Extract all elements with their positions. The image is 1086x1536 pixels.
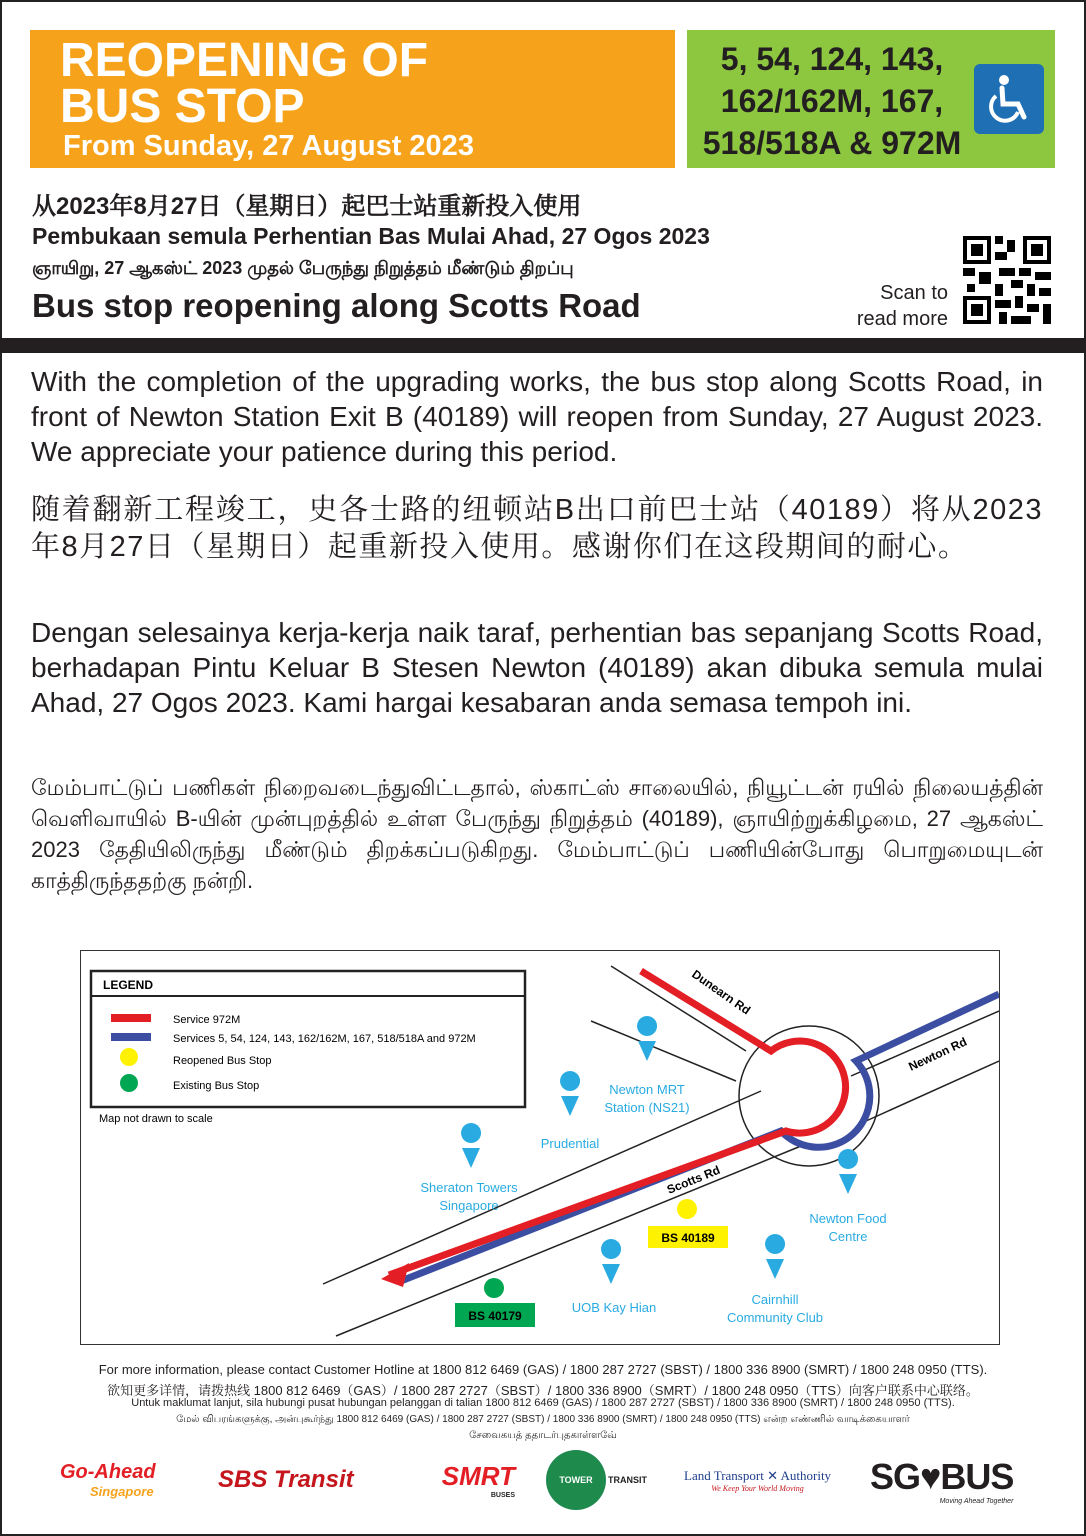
sbs-transit-logo: SBS Transit bbox=[218, 1466, 354, 1493]
sgbus-tagline: Moving Ahead Together bbox=[939, 1497, 1014, 1505]
body-chinese: 随着翻新工程竣工，史各士路的纽顿站B出口前巴士站（40189）将从2023年8月27日（星期日）起重新投入使用。感谢你们在这段期间的耐心。 bbox=[31, 494, 1043, 563]
goahead-logo bbox=[60, 1450, 156, 1510]
place-cairnhill-2: Community Club bbox=[726, 1310, 824, 1325]
subtitle-chinese: 从2023年8月27日（星期日）起巴士站重新投入使用 bbox=[32, 193, 582, 220]
existing-stop-marker bbox=[484, 1278, 504, 1298]
sgbus-text: SG♥BUS bbox=[870, 1455, 1014, 1497]
place-sheraton-2: Singapore bbox=[439, 1198, 499, 1213]
place-newton-mrt: Newton MRT bbox=[609, 1082, 685, 1097]
smrt-text: SMRT bbox=[441, 1461, 515, 1491]
place-sheraton: Sheraton Towers bbox=[420, 1180, 518, 1195]
road-label-scotts: Scotts Rd bbox=[664, 1162, 723, 1197]
legend-item: Reopened Bus Stop bbox=[173, 1055, 272, 1067]
smrt-logo bbox=[390, 1450, 515, 1510]
tower-transit-logo bbox=[546, 1450, 647, 1510]
tower-sub: TRANSIT bbox=[608, 1475, 647, 1485]
qr-caption bbox=[820, 280, 948, 332]
services-line-3: 518/518A & 972M bbox=[702, 125, 962, 161]
road-label-newton: Newton Rd bbox=[906, 1034, 970, 1074]
subtitle-english: Bus stop reopening along Scotts Road bbox=[32, 287, 641, 324]
route-map bbox=[80, 950, 1000, 1345]
qr-caption-1: Scan to bbox=[880, 282, 948, 304]
body-malay: Dengan selesainya kerja-kerja naik taraf, perhentian bas sepanjang Scotts Road, berhadapan Pintu Keluar B Stesen Newton (40189) akan dibuka semula mulai Ahad, 27 Ogos 2023. Kami hargai kesabaran anda semasa tempoh ini. bbox=[31, 617, 1043, 718]
tower-text: TOWER bbox=[546, 1450, 606, 1510]
sgbus-logo bbox=[870, 1450, 1013, 1510]
legend-item: Services 5, 54, 124, 143, 162/162M, 167, 518/518A and 972M bbox=[173, 1033, 476, 1045]
footer-chinese: 欲知更多详情，请拨热线 1800 812 6469（GAS）/ 1800 287 2727（SBST）/ 1800 336 8900（SMRT）/ 1800 248 0950（TTS）向客户联系中心联络。 bbox=[107, 1383, 979, 1398]
sheraton-pin-icon bbox=[461, 1123, 481, 1168]
place-newton-mrt-2: Station (NS21) bbox=[604, 1100, 690, 1115]
legend-swatch-red bbox=[111, 1014, 151, 1022]
lta-text-1: Land Transport bbox=[684, 1467, 764, 1483]
legend-swatch-green bbox=[120, 1074, 138, 1092]
place-newton-food: Newton Food bbox=[809, 1211, 887, 1226]
subtitle-malay: Pembukaan semula Perhentian Bas Mulai Ahad, 27 Ogos 2023 bbox=[32, 223, 710, 249]
legend-item: Service 972M bbox=[173, 1014, 241, 1026]
direction-arrow bbox=[381, 1263, 409, 1287]
lta-logo: Land Transport ✕ Authority We Keep Your World Moving bbox=[684, 1467, 832, 1493]
legend-box bbox=[91, 971, 525, 1107]
goahead-text: Go-Ahead bbox=[60, 1461, 156, 1483]
reopened-stop-label: BS 40189 bbox=[661, 1231, 715, 1245]
legend-item: Existing Bus Stop bbox=[173, 1080, 260, 1092]
road-label-dunearn: Dunearn Rd bbox=[689, 966, 754, 1018]
prudential-pin-icon bbox=[560, 1071, 580, 1116]
body-tamil: மேம்பாட்டுப் பணிகள் நிறைவடைந்துவிட்டதால், ஸ்காட்ஸ் சாலையில், நியூட்டன் ரயில் நிலையத்தின் வெளிவாயில் B-யின் முன்புறத்தில் உள்ள பேருந்து நிறுத்தம் (40189), ஞாயிற்றுக்கிழமை, 27 ஆகஸ்ட் 2023 தேதியிலிருந்து மீண்டும் திறக்கப்படுகிறது. மேம்பாட்டுப் பணியின்போது பொறுமையுடன் காத்திருந்ததற்கு நன்றி. bbox=[31, 775, 1043, 893]
existing-stop-label: BS 40179 bbox=[468, 1309, 522, 1323]
divider-bar bbox=[0, 338, 1086, 353]
scale-note: Map not drawn to scale bbox=[99, 1113, 213, 1125]
legend-swatch-blue bbox=[111, 1033, 151, 1041]
newton-mrt-pin-icon bbox=[637, 1016, 657, 1061]
services-banner bbox=[687, 30, 1055, 168]
effective-date: From Sunday, 27 August 2023 bbox=[63, 130, 474, 162]
footer-malay: Untuk maklumat lanjut, sila hubungi pusat hubungan pelanggan di talian 1800 812 6469 (GAS) / 1800 287 2727 (SBST) / 1800 336 8900 (SMRT) / 1800 248 0950 (TTS). bbox=[131, 1397, 955, 1409]
place-prudential: Prudential bbox=[540, 1136, 600, 1151]
qr-code[interactable] bbox=[963, 236, 1051, 324]
goahead-sub: Singapore bbox=[90, 1484, 154, 1499]
lta-tagline: We Keep Your World Moving bbox=[711, 1483, 804, 1493]
services-line-1: 5, 54, 124, 143, bbox=[720, 41, 944, 77]
lta-text-2: Authority bbox=[780, 1467, 832, 1483]
footer-tamil-2: சேவைகயத் ததாடர்புதகாள்ளவே் bbox=[469, 1430, 617, 1441]
subtitle-tamil: ஞாயிறு, 27 ஆகஸ்ட் 2023 முதல் பேருந்து நிறுத்தம் மீண்டும் திறப்பு bbox=[32, 258, 574, 278]
smrt-sub: BUSES bbox=[490, 1492, 515, 1499]
cairnhill-pin-icon bbox=[765, 1234, 785, 1279]
place-cairnhill: Cairnhill bbox=[751, 1292, 799, 1307]
legend-swatch-yellow bbox=[120, 1048, 138, 1066]
uob-pin-icon bbox=[601, 1239, 621, 1284]
services-line-2: 162/162M, 167, bbox=[720, 83, 944, 119]
title-line-1: REOPENING OF bbox=[60, 34, 429, 87]
footer-tamil-1: மேல் விபரங்களுக்கு, அன்புகூர்ந்து 1800 812 6469 (GAS) / 1800 287 2727 (SBST) / 1800 336 8900 (SMRT) / 1800 248 0950 (TTS) என்ற எண்ணில் வாடிக்கையாளர் bbox=[176, 1414, 910, 1425]
wheelchair-icon bbox=[974, 64, 1044, 134]
newton-food-pin-icon bbox=[838, 1149, 858, 1194]
title-banner bbox=[30, 30, 675, 168]
body-english: With the completion of the upgrading works, the bus stop along Scotts Road, in front of Newton Station Exit B (40189) will reopen from Sunday, 27 August 2023. We appreciate your patience during this period. bbox=[31, 366, 1043, 467]
reopened-stop-marker bbox=[677, 1199, 697, 1219]
footer-english: For more information, please contact Customer Hotline at 1800 812 6469 (GAS) / 1800 287 2727 (SBST) / 1800 336 8900 (SMRT) / 1800 248 0950 (TTS). bbox=[98, 1362, 988, 1377]
legend-title: LEGEND bbox=[103, 978, 154, 992]
place-uob: UOB Kay Hian bbox=[571, 1300, 657, 1315]
title-line-2: BUS STOP bbox=[60, 80, 305, 133]
qr-caption-2: read more bbox=[856, 308, 948, 330]
place-newton-food-2: Centre bbox=[828, 1229, 868, 1244]
